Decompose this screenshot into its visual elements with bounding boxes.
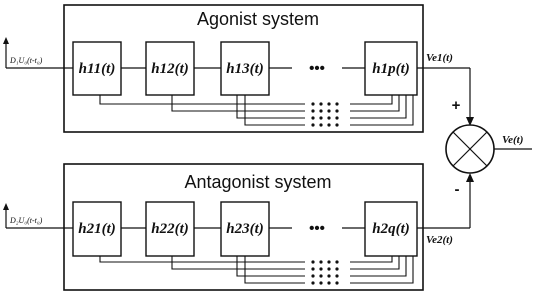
agonist-block-2 <box>146 42 194 95</box>
antagonist-input-label: D₂U₀(t-t₀) <box>10 216 43 225</box>
summing-junction <box>446 68 532 228</box>
agonist-block-p-label: h1p(t) <box>372 61 410 77</box>
antagonist-block-q-label: h2q(t) <box>372 221 410 237</box>
antagonist-output-label: Ve2(t) <box>426 234 453 246</box>
agonist-block-1 <box>73 42 121 95</box>
agonist-input-label: D₁U₀(t-t₀) <box>10 56 43 65</box>
agonist-block-3 <box>221 42 269 95</box>
antagonist-block-q <box>365 202 417 256</box>
antagonist-feedback-bus <box>100 256 413 285</box>
agonist-block-2-label: h12(t) <box>151 61 189 77</box>
antagonist-block-2 <box>146 202 194 256</box>
antagonist-block-3-label: h23(t) <box>226 221 264 237</box>
agonist-feedback-bus <box>100 95 413 127</box>
agonist-system <box>3 5 470 132</box>
antagonist-block-1-label: h21(t) <box>78 221 116 237</box>
antagonist-system <box>3 164 470 290</box>
antagonist-title: Antagonist system <box>184 172 332 192</box>
antagonist-block-1 <box>73 202 121 256</box>
antagonist-ellipsis: ••• <box>309 220 325 237</box>
agonist-title: Agonist system <box>196 9 320 29</box>
antagonist-block-2-label: h22(t) <box>151 221 189 237</box>
plus-sign: + <box>451 97 461 114</box>
agonist-block-p <box>365 42 417 95</box>
agonist-ellipsis: ••• <box>309 60 325 77</box>
agonist-output-label: Ve1(t) <box>426 52 453 64</box>
agonist-block-1-label: h11(t) <box>78 61 116 77</box>
minus-sign: - <box>454 181 460 198</box>
antagonist-block-3 <box>221 202 269 256</box>
output-label: Ve(t) <box>502 134 524 146</box>
agonist-block-3-label: h13(t) <box>226 61 264 77</box>
